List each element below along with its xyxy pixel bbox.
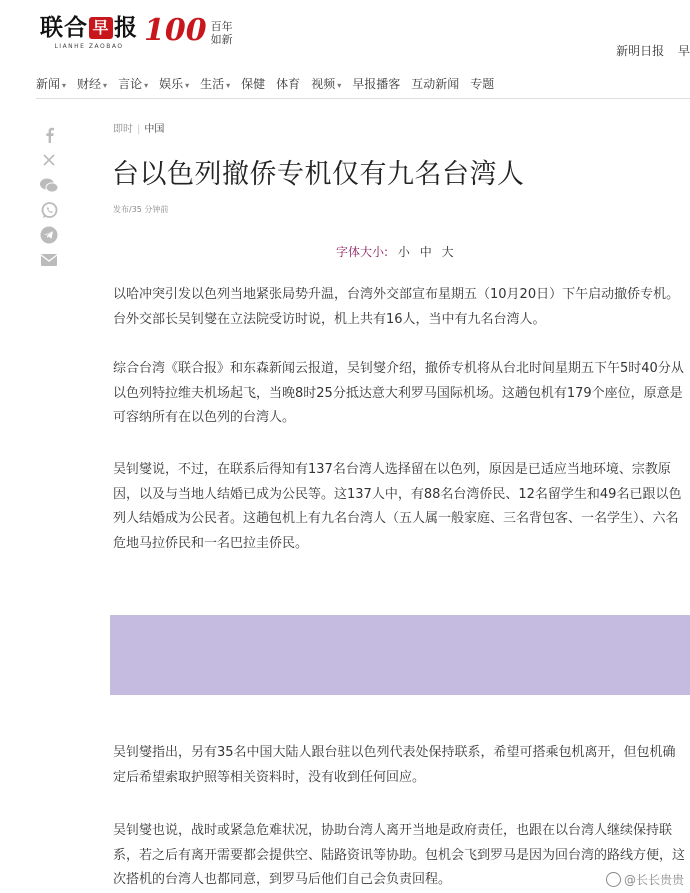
font-size-label: 字体大小: xyxy=(336,245,389,259)
logo-text-1: 联合 xyxy=(40,14,88,41)
article-paragraph-5: 吴钊燮也说，战时或紧急危难状况，协助台湾人离开当地是政府责任，也跟在以台湾人继续保持联系，若之后有离开需要都会提供空、陆路资讯等协助。包机会飞到罗马是因为回台湾的路线方便，这次搭机的台湾人也都同意，到罗马后他们自己会负责回程。 xyxy=(113,823,686,887)
weibo-icon xyxy=(606,872,621,887)
font-size-small-button[interactable]: 小 xyxy=(397,245,410,259)
article-paragraph-3: 吴钊燮说，不过，在联系后得知有137名台湾人选择留在以色列，原因是已适应当地环境、宗教原因，以及与当地人结婚已成为公民等。这137人中，有88名台湾侨民、12名留学生和49名已跟以色列人结婚成为公民者。这趟包机上有九名台湾人（五人属一般家庭、三名背包客、一名学生）、六名危地马拉侨民和一名巴拉圭侨民。 xyxy=(113,462,682,551)
nav-item-finance[interactable]: 财经 ▾ xyxy=(77,77,108,91)
facebook-icon[interactable] xyxy=(38,124,60,146)
logo-wordmark xyxy=(40,14,138,50)
nav-item-special[interactable]: 专题 xyxy=(470,77,495,91)
font-size-medium-button[interactable]: 中 xyxy=(419,245,432,259)
nav-item-sports[interactable]: 体育 xyxy=(276,77,301,91)
header-link-xinming[interactable]: 新明日报 xyxy=(616,44,665,58)
weibo-watermark xyxy=(606,871,684,888)
chevron-down-icon: ▾ xyxy=(62,81,67,90)
whatsapp-icon[interactable] xyxy=(38,199,60,221)
nav-item-entertainment[interactable]: 娱乐 ▾ xyxy=(159,77,190,91)
article-paragraph-1: 以哈冲突引发以色列当地紧张局势升温，台湾外交部宣布星期五（10月20日）下午启动撤侨专机。台外交部长吴钊燮在立法院受访时说，机上共有16人，当中有九名台湾人。 xyxy=(113,287,680,327)
nav-item-podcast[interactable]: 早报播客 xyxy=(352,77,401,91)
header-link-zao[interactable]: 早 xyxy=(677,44,690,58)
article-paragraph-2: 综合台湾《联合报》和东森新闻云报道，吴钊燮介绍，撤侨专机将从台北时间星期五下午5时40分从以色列特拉维夫机场起飞，当晚8时25分抵达意大利罗马国际机场。这趟包机有179个座位，原意是可容纳所有在以色列的台湾人。 xyxy=(113,361,684,425)
chevron-down-icon: ▾ xyxy=(103,81,108,90)
share-bar xyxy=(38,124,60,274)
article-paragraph-4: 吴钊燮指出，另有35名中国大陆人跟台驻以色列代表处保持联系，希望可搭乘包机离开，但包机确定后希望索取护照等相关资料时，没有收到任何回应。 xyxy=(113,745,676,785)
site-logo[interactable] xyxy=(40,14,233,50)
centenary-logo xyxy=(144,14,233,48)
font-size-large-button[interactable]: 大 xyxy=(441,245,454,259)
centenary-tag-1: 百年 xyxy=(210,19,233,33)
x-icon[interactable] xyxy=(38,149,60,171)
chevron-down-icon: ▾ xyxy=(337,81,342,90)
telegram-icon[interactable] xyxy=(38,224,60,246)
logo-text-2: 报 xyxy=(114,14,138,41)
wechat-icon[interactable] xyxy=(38,174,60,196)
main-nav xyxy=(36,72,690,99)
chevron-down-icon: ▾ xyxy=(185,81,190,90)
font-size-control xyxy=(336,243,454,260)
nav-item-opinion[interactable]: 言论 ▾ xyxy=(118,77,149,91)
chevron-down-icon: ▾ xyxy=(226,81,231,90)
logo-zao-badge: 早 xyxy=(89,17,113,39)
header-links xyxy=(606,42,690,59)
nav-item-interactive[interactable]: 互动新闻 xyxy=(411,77,460,91)
nav-item-health[interactable]: 保健 xyxy=(241,77,266,91)
breadcrumb-separator: | xyxy=(137,124,141,135)
logo-english: LIANHE ZAOBAO xyxy=(54,43,124,50)
nav-item-lifestyle[interactable]: 生活 ▾ xyxy=(200,77,231,91)
centenary-tag-2: 如新 xyxy=(210,32,233,46)
watermark-text: @长长贵贵 xyxy=(623,873,684,887)
breadcrumb xyxy=(113,120,164,135)
nav-item-video[interactable]: 视频 ▾ xyxy=(311,77,342,91)
breadcrumb-china[interactable]: 中国 xyxy=(144,124,165,135)
chevron-down-icon: ▾ xyxy=(144,81,149,90)
publish-time: 发布/35 分钟前 xyxy=(113,205,169,214)
article-title: 台以色列撤侨专机仅有九名台湾人 xyxy=(112,159,525,190)
nav-item-news[interactable]: 新闻 ▾ xyxy=(36,77,67,91)
breadcrumb-instant[interactable]: 即时 xyxy=(113,124,133,135)
email-icon[interactable] xyxy=(38,249,60,271)
advertisement-placeholder[interactable] xyxy=(110,615,690,695)
centenary-number: 100 xyxy=(144,13,207,48)
